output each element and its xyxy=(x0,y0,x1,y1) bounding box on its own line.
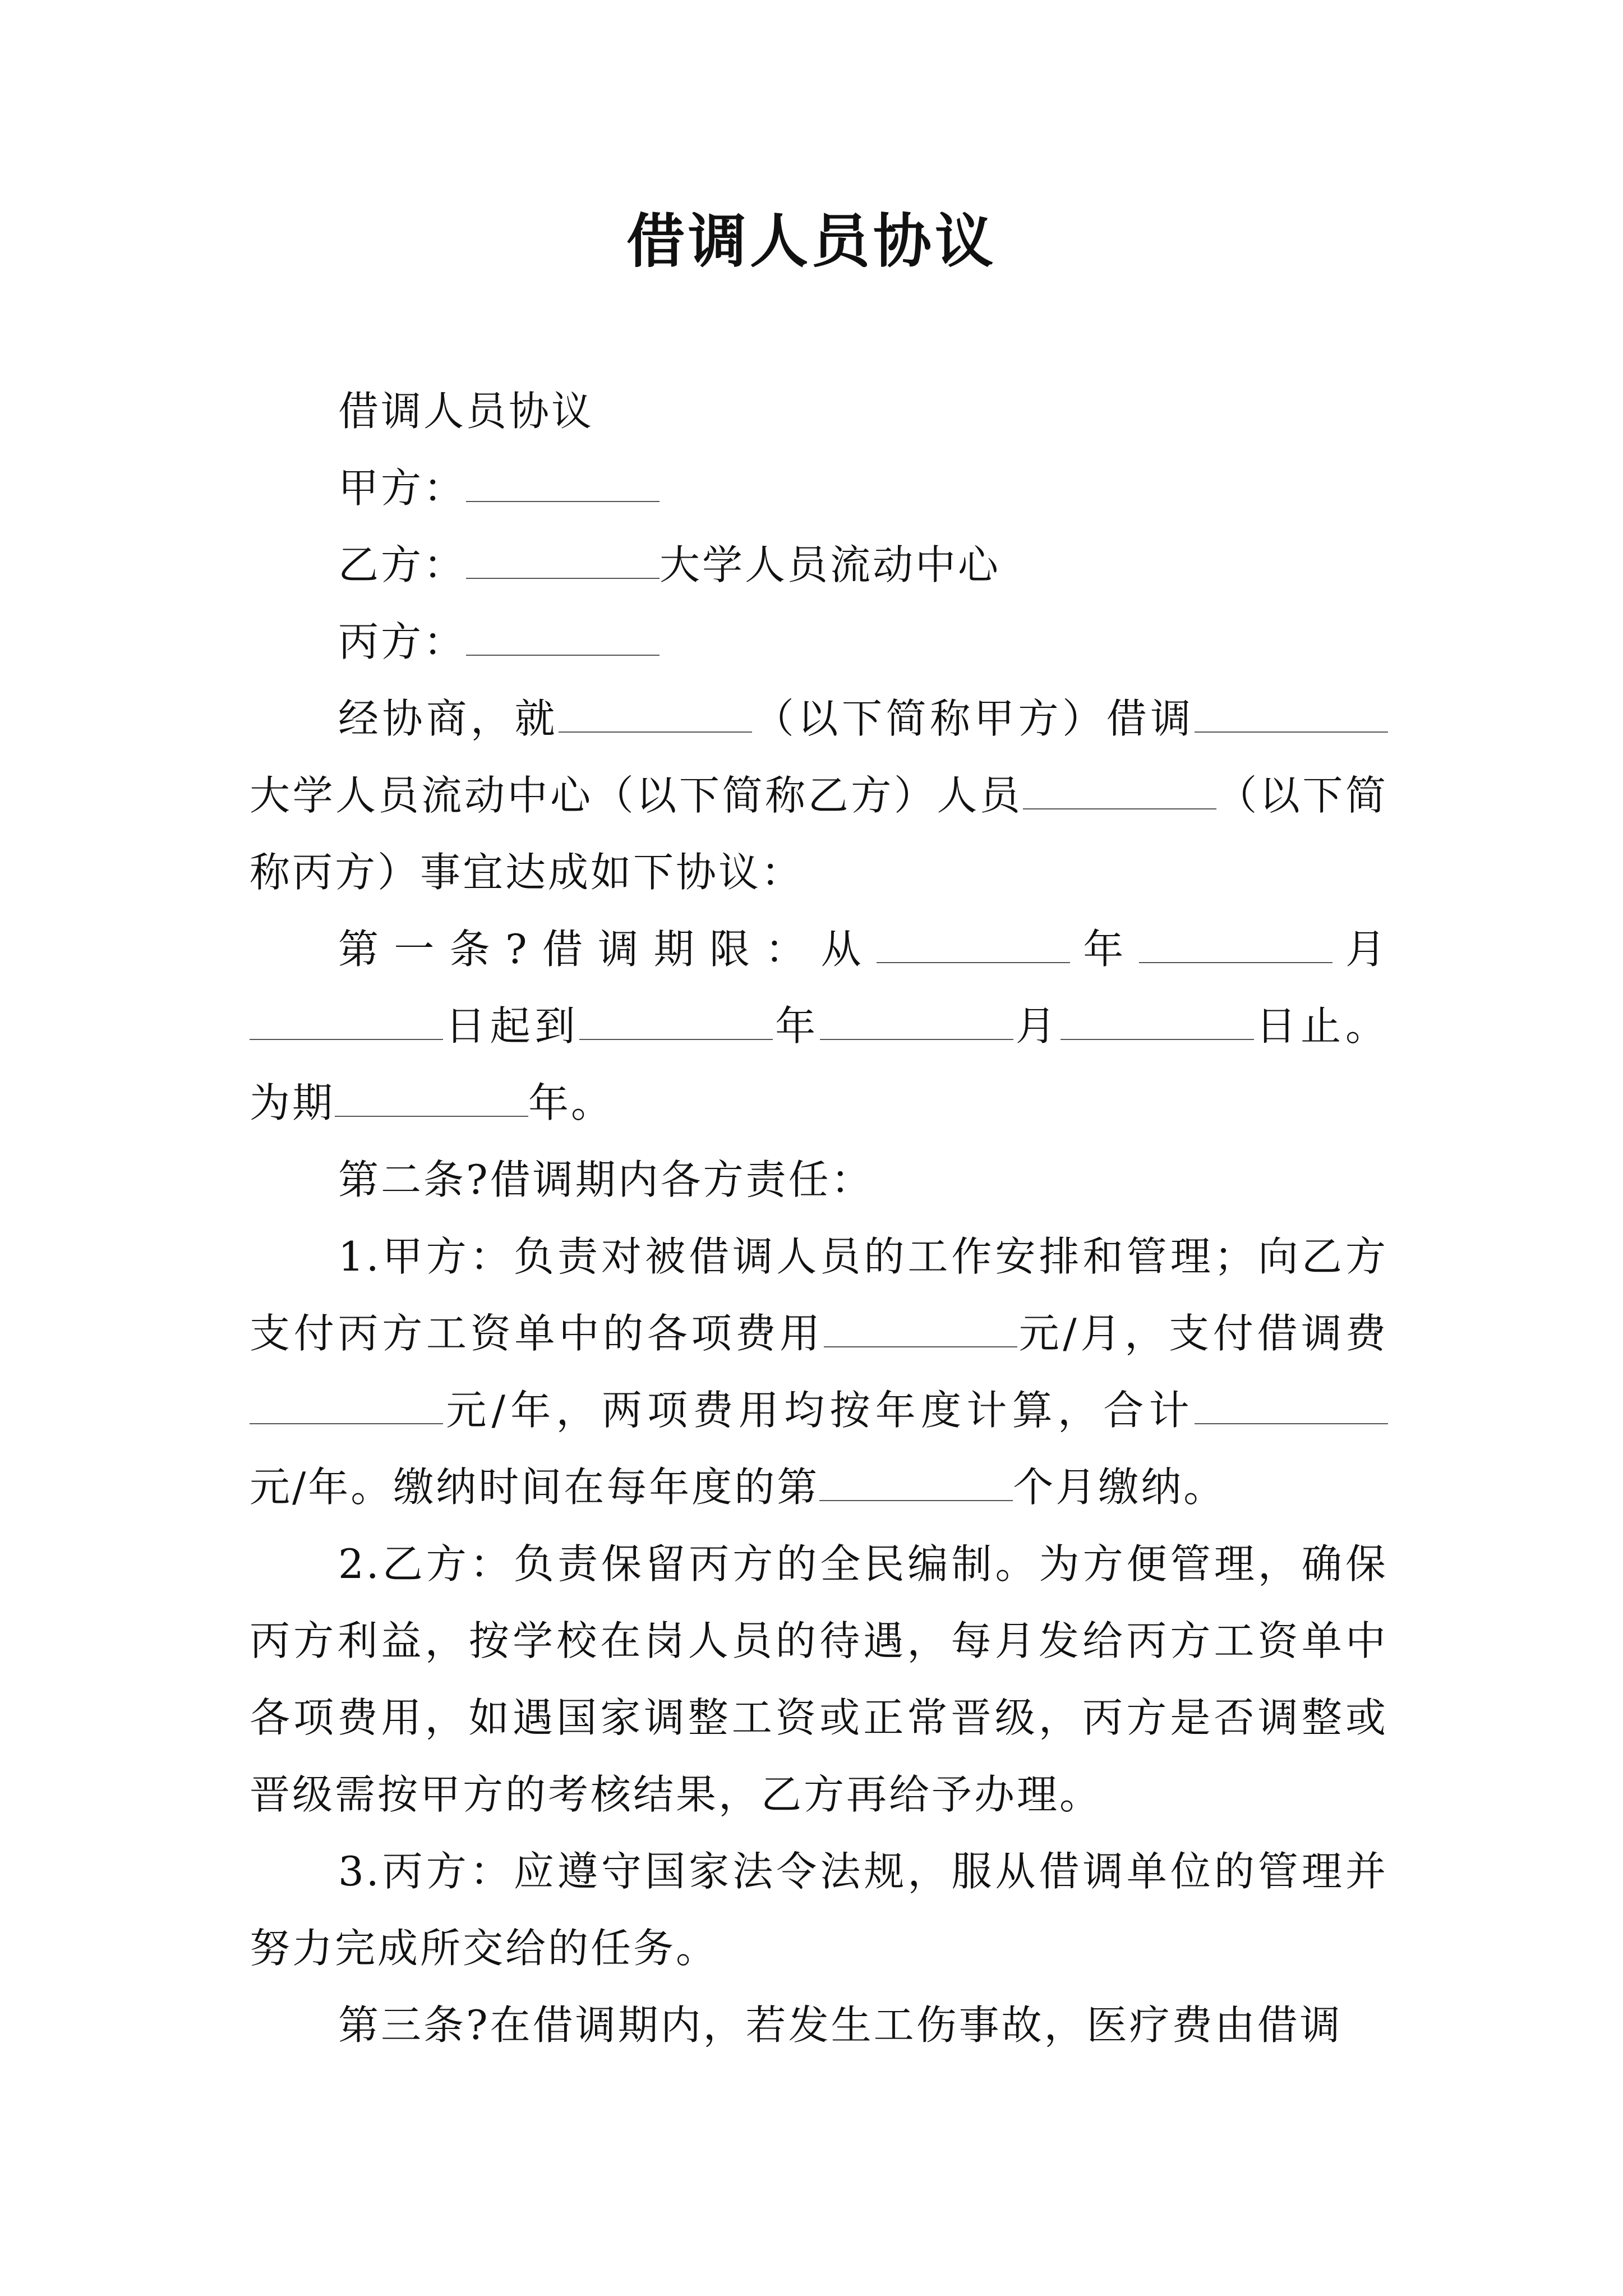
article-1-year2: 年 xyxy=(773,1002,820,1050)
item-1-blank-3 xyxy=(1195,1388,1388,1424)
article-1-blank-year xyxy=(877,927,1070,963)
party-b-label: 乙方： xyxy=(338,541,467,588)
item-1-text-3: 元/年，两项费用均按年度计算，合计 xyxy=(443,1387,1195,1434)
article-1-blank-years xyxy=(335,1081,528,1117)
intro-text-2: （以下简称甲方）借调 xyxy=(752,695,1195,742)
article-2-title-text: 第二条?借调期内各方责任： xyxy=(338,1156,874,1203)
party-c-line xyxy=(250,604,1388,680)
intro-paragraph xyxy=(250,680,1388,911)
article-1-paragraph xyxy=(250,911,1388,1142)
intro-text-4: （以下简称丙方）事宜达成如下协议： xyxy=(250,772,1388,896)
intro-blank-1 xyxy=(559,697,752,733)
item-1-blank-1 xyxy=(824,1312,1017,1347)
item-1-blank-2 xyxy=(250,1388,443,1424)
heading-line-text: 借调人员协议 xyxy=(338,388,594,435)
document-body xyxy=(250,373,1388,2064)
party-c-blank xyxy=(466,620,660,656)
article-2-item-2 xyxy=(250,1526,1388,1833)
item-3-text: 3.丙方：应遵守国家法令法规，服从借调单位的管理并努力完成所交给的任务。 xyxy=(250,1848,1388,1972)
party-b-suffix: 大学人员流动中心 xyxy=(660,541,1001,588)
item-1-text-4: 元/年。缴纳时间在每年度的第 xyxy=(250,1464,820,1511)
intro-text-3: 大学人员流动中心（以下简称乙方）人员 xyxy=(250,772,1023,819)
article-1-day-end: 日止。为期 xyxy=(250,1002,1388,1126)
party-b-line xyxy=(250,527,1388,604)
item-1-text-5: 个月缴纳。 xyxy=(1013,1464,1227,1511)
article-1-month: 月 xyxy=(1332,926,1388,973)
article-3-text: 第三条?在借调期内，若发生工伤事故，医疗费由借调 xyxy=(338,2001,1343,2049)
party-b-blank xyxy=(466,543,660,579)
item-2-text: 2.乙方：负责保留丙方的全民编制。为方便管理，确保丙方利益，按学校在岗人员的待遇，每月发给丙方工资单中各项费用，如遇国家调整工资或正常晋级，丙方是否调整或晋级需按甲方的考核结果，乙方再给予办理。 xyxy=(250,1540,1388,1818)
article-1-blank-month2 xyxy=(820,1004,1013,1040)
article-1-day-to: 日起到 xyxy=(443,1002,580,1050)
party-a-blank xyxy=(466,466,660,502)
article-1-blank-day2 xyxy=(1061,1004,1254,1040)
intro-text-1: 经协商，就 xyxy=(338,695,559,742)
article-1-blank-day xyxy=(250,1004,443,1040)
intro-blank-3 xyxy=(1023,774,1216,809)
document-title: 借调人员协议 xyxy=(626,206,997,275)
heading-line xyxy=(250,373,1388,450)
article-1-blank-month xyxy=(1139,927,1332,963)
article-1-text: 第一条?借调期限：从 xyxy=(338,926,877,973)
article-2-item-1 xyxy=(250,1218,1388,1526)
party-c-label: 丙方： xyxy=(338,618,467,665)
article-1-blank-year2 xyxy=(579,1004,773,1040)
article-2-title xyxy=(250,1142,1388,1218)
item-1-text-2: 元/月，支付借调费 xyxy=(1017,1310,1388,1357)
article-2-item-3 xyxy=(250,1833,1388,1987)
intro-blank-2 xyxy=(1195,697,1388,733)
item-1-text-1: 1.甲方：负责对被借调人员的工作安排和管理；向乙方支付丙方工资单中的各项费用 xyxy=(250,1233,1388,1357)
article-1-month2: 月 xyxy=(1013,1002,1061,1050)
party-a-label: 甲方： xyxy=(338,464,467,512)
party-a-line xyxy=(250,450,1388,527)
article-3-paragraph xyxy=(250,1987,1388,2064)
article-1-years: 年。 xyxy=(528,1079,614,1126)
article-1-year: 年 xyxy=(1069,926,1139,973)
item-1-blank-4 xyxy=(819,1465,1013,1501)
